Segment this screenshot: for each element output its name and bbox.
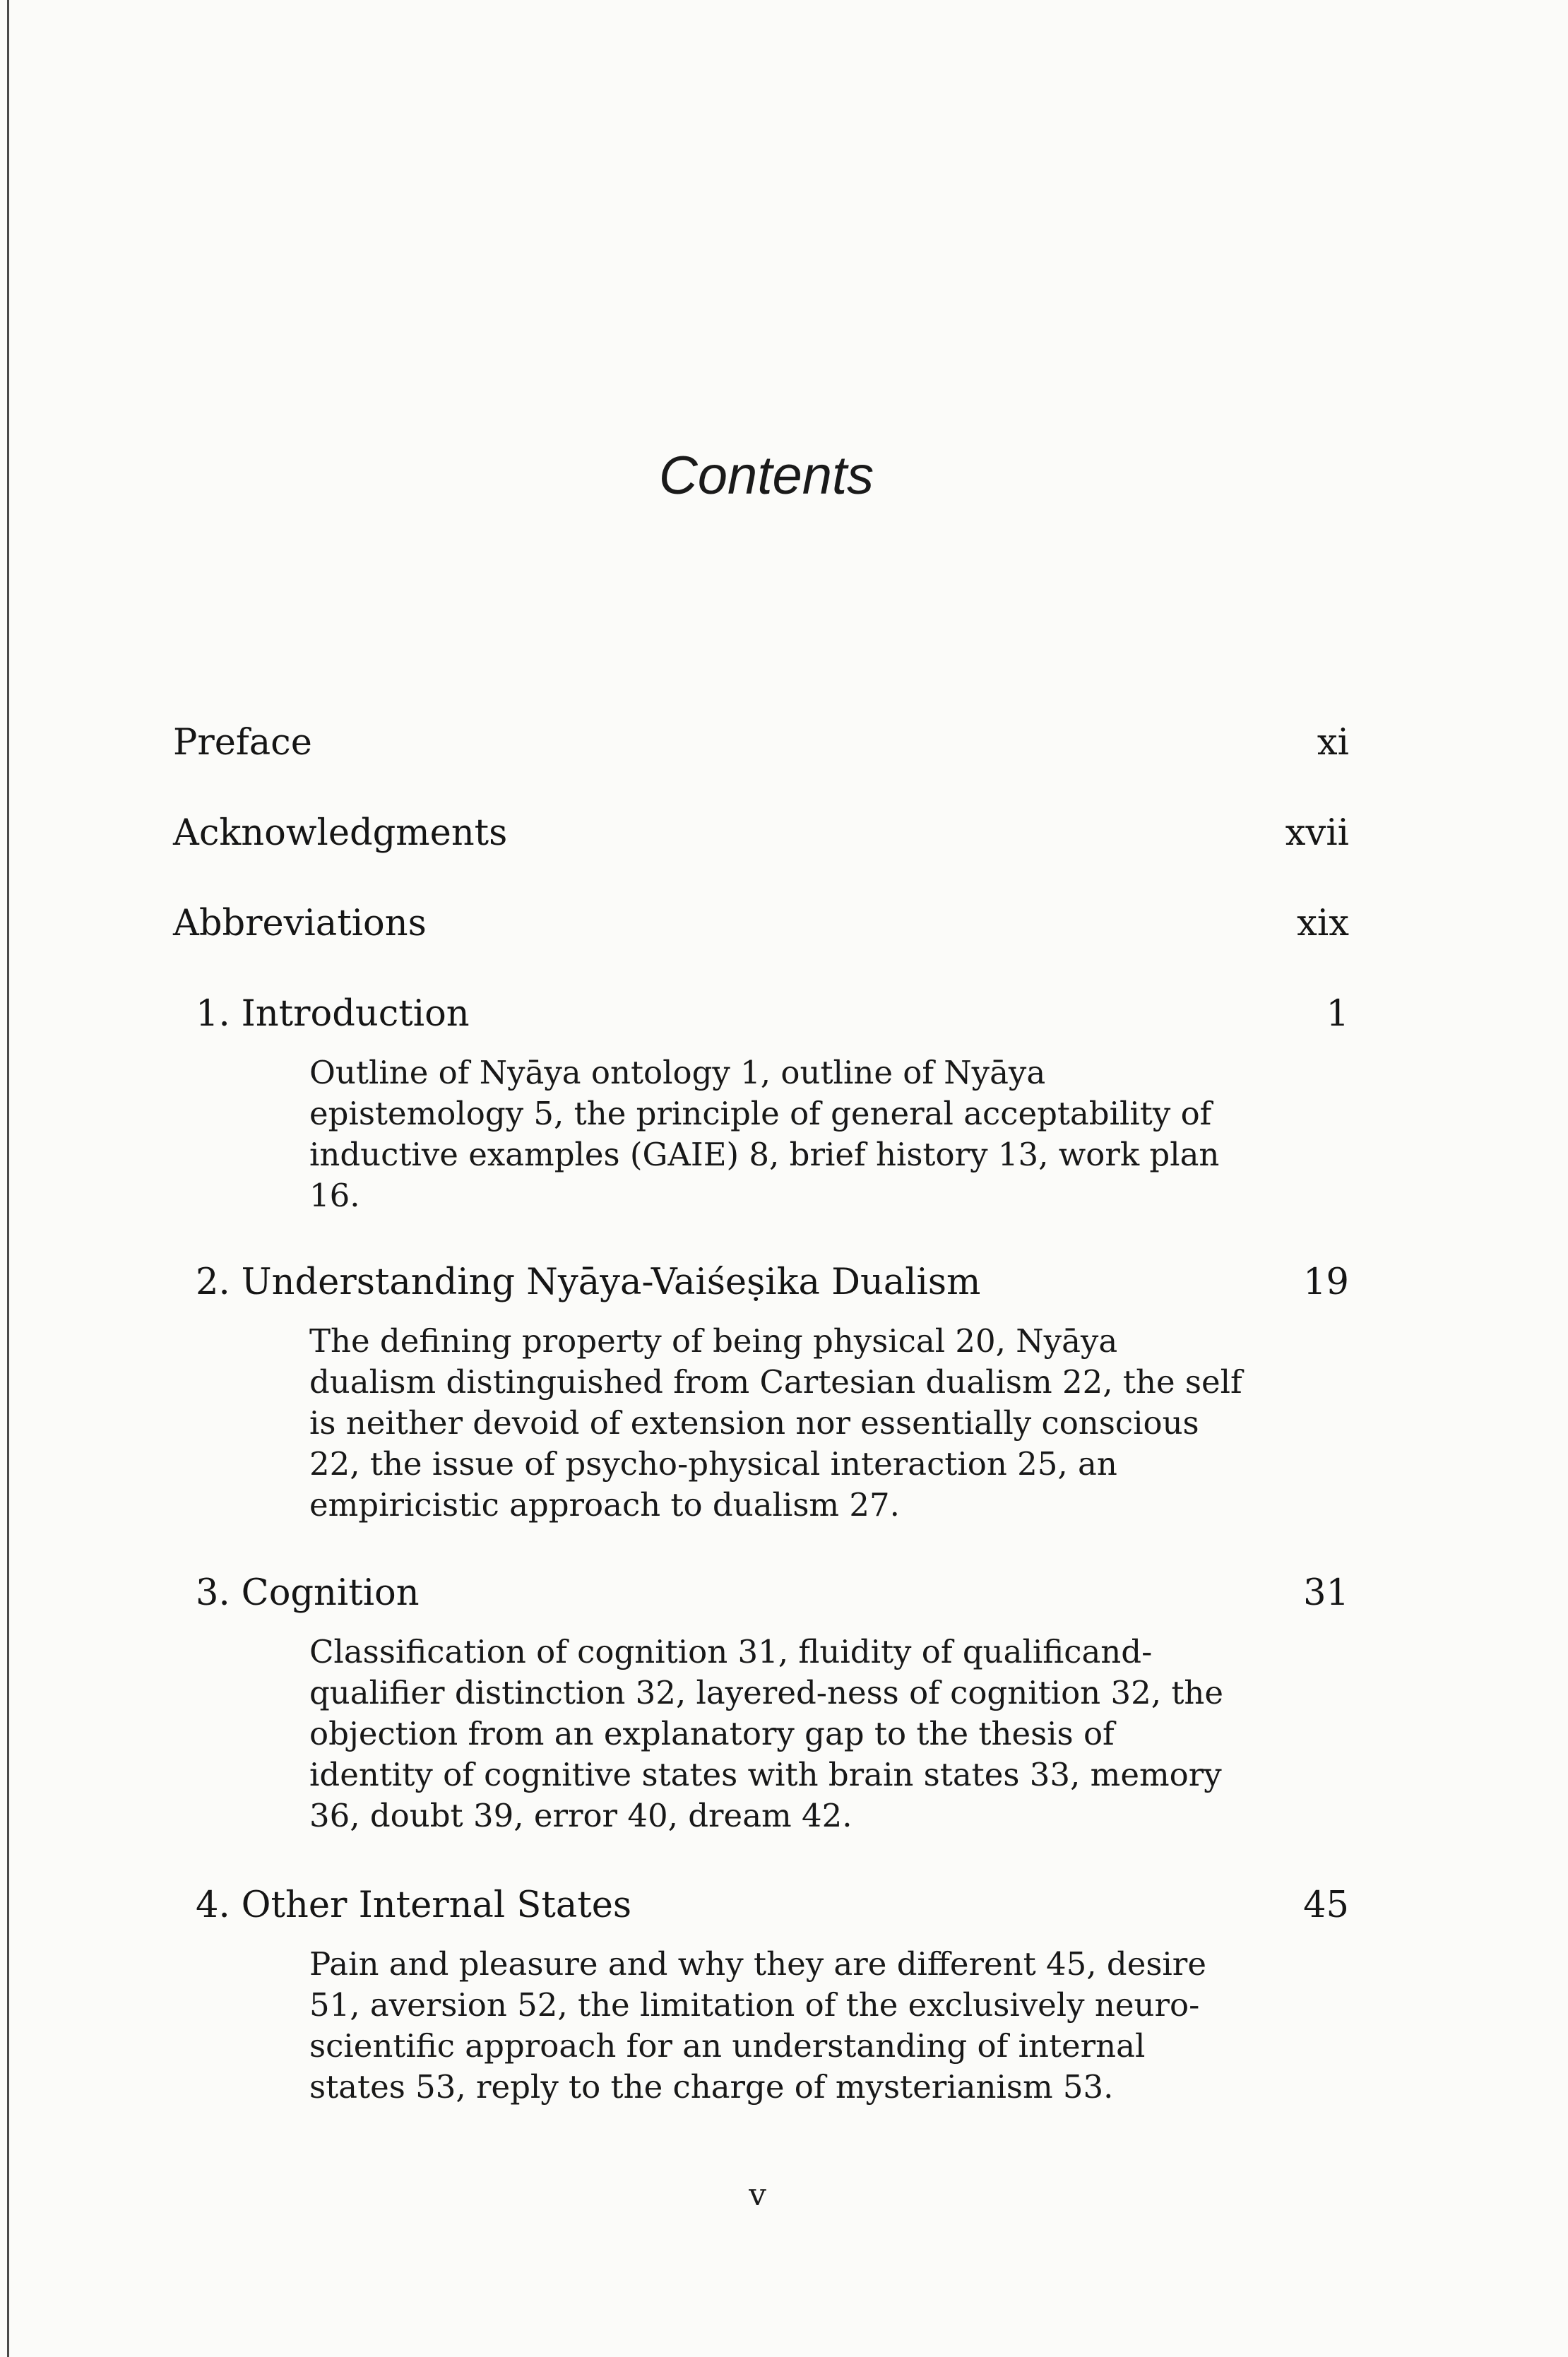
- table-of-contents: [173, 720, 1349, 2108]
- chapter-page: 45: [1303, 1884, 1349, 1926]
- chapter-title: Introduction: [241, 993, 470, 1035]
- chapter-title: Other Internal States: [241, 1884, 632, 1926]
- chapter-page: 19: [1303, 1261, 1349, 1303]
- toc-chapter-4: [173, 1883, 1349, 2108]
- page-number: v: [749, 2177, 766, 2213]
- chapter-page: 1: [1326, 993, 1349, 1035]
- entry-page: xvii: [1285, 812, 1349, 854]
- chapter-number: 1.: [196, 993, 230, 1035]
- chapter-heading[interactable]: [173, 1571, 1349, 1616]
- chapter-description: Outline of Nyāya ontology 1, outline of Nyāya epistemology 5, the principle of general acceptability of inductive examples (GAIE) 8, brief history 13, work plan 16.: [309, 1054, 1220, 1214]
- chapter-number: 3.: [196, 1572, 230, 1614]
- page-edge-shadow: [7, 0, 9, 2357]
- entry-page: xi: [1317, 722, 1349, 764]
- chapter-description: Pain and pleasure and why they are different 45, desire 51, aversion 52, the limitation of the exclusively neuro-scientific approach for an understanding of internal states 53, reply to the charge of mysterianism 53.: [309, 1945, 1206, 2106]
- toc-entry-preface[interactable]: [173, 720, 1349, 811]
- entry-label: Acknowledgments: [173, 812, 508, 854]
- toc-chapter-2: [173, 1260, 1349, 1526]
- chapter-description: Classification of cognition 31, fluidity of qualificand-qualifier distinction 32, layered-ness of cognition 32, the objection from an explanatory gap to the thesis of identity of cognitive states with brain states 33, memory 36, doubt 39, error 40, dream 42.: [309, 1633, 1224, 1834]
- toc-chapter-3: [173, 1571, 1349, 1836]
- page-title: Contents: [658, 446, 874, 506]
- toc-chapter-1: [173, 992, 1349, 1216]
- chapter-description: The defining property of being physical 20, Nyāya dualism distinguished from Cartesian dualism 22, the self is neither devoid of extension nor essentially conscious 22, the issue of psycho-physical interaction 25, an empiricistic approach to dualism 27.: [309, 1322, 1242, 1524]
- chapter-title: Understanding Nyāya-Vaiśeṣika Dualism: [241, 1261, 981, 1303]
- chapter-page: 31: [1303, 1572, 1349, 1614]
- chapter-heading[interactable]: [173, 1883, 1349, 1928]
- entry-page: xix: [1297, 903, 1349, 944]
- toc-entry-abbreviations[interactable]: [173, 901, 1349, 992]
- chapter-number: 2.: [196, 1261, 230, 1303]
- entry-label: Preface: [173, 722, 312, 764]
- toc-entry-acknowledgments[interactable]: [173, 811, 1349, 901]
- chapter-number: 4.: [196, 1884, 230, 1926]
- chapter-heading[interactable]: [173, 1260, 1349, 1305]
- chapter-title: Cognition: [241, 1572, 420, 1614]
- chapter-heading[interactable]: [173, 992, 1349, 1037]
- entry-label: Abbreviations: [173, 903, 427, 944]
